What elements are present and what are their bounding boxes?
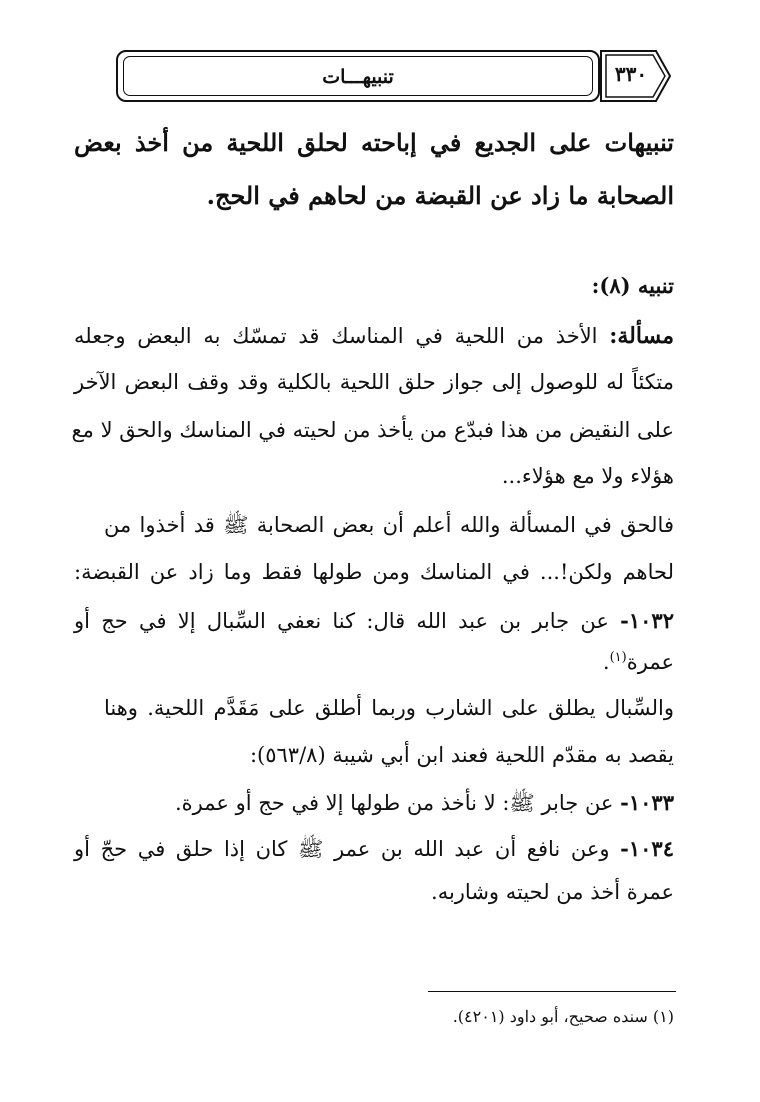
narration-end: .	[602, 650, 610, 674]
narration-text: وعن نافع أن عبد الله بن عمر ﷺ كان إذا حلق في حجّ أو	[74, 837, 610, 861]
running-header-inner-frame	[123, 56, 593, 96]
narration-1034-line-2: عمرة أخذ من لحيته وشاربه.	[431, 880, 674, 904]
footnote-reference: (١)	[609, 650, 627, 665]
narration-1034-line-1	[74, 836, 674, 867]
note-label: تنبيه (٨):	[591, 273, 674, 298]
narration-text: عن جابر بن عبد الله قال: كنا نعفي السِّبال إلا في حج أو	[74, 609, 609, 633]
section-heading-line-1: تنبيهات على الجديع في إباحته لحلق اللحية من أخذ بعض	[74, 128, 674, 157]
narration-number: ١٠٣٢-	[620, 608, 674, 633]
narration-number: ١٠٣٣-	[620, 790, 674, 815]
narration-1033	[74, 790, 674, 821]
narration-text: عمرة	[626, 650, 674, 674]
narration-1032-line-2	[74, 650, 674, 674]
running-header-title: تنبيهـــات	[322, 66, 394, 88]
sibal-line-1: والسِّبال يطلق على الشارب وربما أطلق على مَقَدَّم اللحية. وهنا	[104, 696, 674, 720]
narration-text: عن جابر ﷺ: لا نأخذ من طولها إلا في حج أو عمرة.	[174, 791, 614, 815]
page-number-tab	[600, 50, 672, 102]
issue-label: مسألة:	[609, 323, 674, 349]
issue-line-3: على النقيض من هذا فبدّع من يأخذ من لحيته في المناسك والحق لا مع	[71, 418, 674, 442]
issue-line-4: هؤلاء ولا مع هؤلاء...	[501, 464, 674, 488]
truth-line-2: لحاهم ولكن!... في المناسك ومن طولها فقط وما زاد عن القبضة:	[74, 560, 674, 584]
narration-1032-line-1	[74, 608, 674, 633]
footnote: (١) سنده صحيح، أبو داود (٤٢٠١).	[452, 1007, 674, 1026]
page-number: ٣٣٠	[614, 62, 648, 86]
footnote-separator	[428, 991, 676, 992]
narration-number: ١٠٣٤-	[620, 836, 674, 861]
sibal-line-2: يقصد به مقدّم اللحية فعند ابن أبي شيبة (٥٦٣/٨):	[249, 743, 674, 767]
issue-line-1	[74, 323, 674, 349]
running-header-frame	[116, 50, 600, 102]
issue-line-1-text: الأخذ من اللحية في المناسك قد تمسّك به البعض وجعله	[74, 324, 598, 348]
issue-line-2: متكئاً له للوصول إلى جواز حلق اللحية بالكلية وقد وقف البعض الآخر	[74, 370, 674, 394]
truth-line-1: فالحق في المسألة والله أعلم أن بعض الصحابة ﷺ قد أخذوا من	[104, 513, 674, 537]
section-heading-line-2: الصحابة ما زاد عن القبضة من لحاهم في الحج.	[206, 181, 674, 210]
